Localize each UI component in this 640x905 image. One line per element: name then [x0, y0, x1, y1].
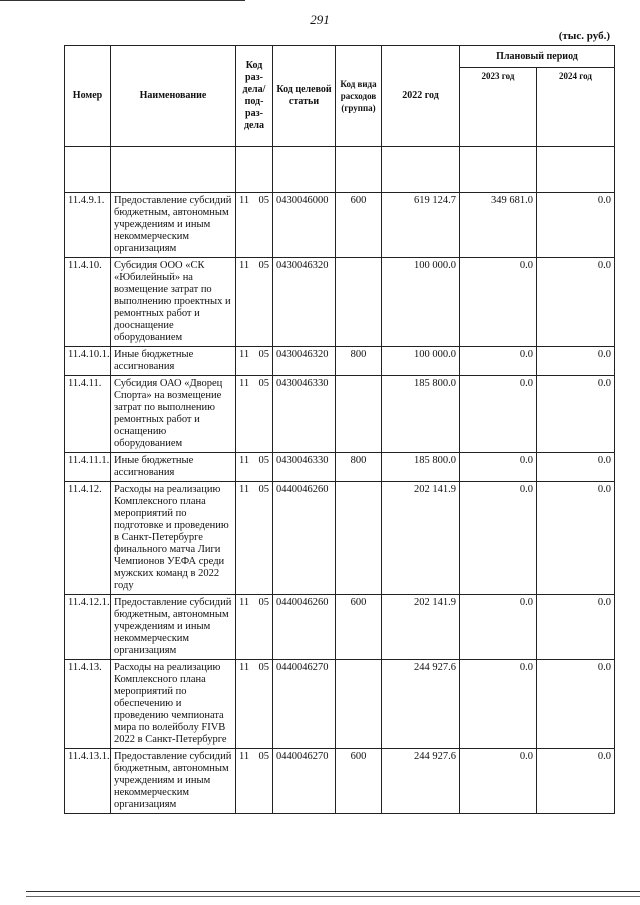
- header-2022: 2022 год: [382, 46, 460, 147]
- row-name: Иные бюджетные ассигнования: [111, 453, 236, 482]
- row-section: [236, 749, 273, 814]
- row-2022: 244 927.6: [382, 749, 460, 814]
- row-target-code: 0440046270: [273, 749, 336, 814]
- row-number: 11.4.10.1.: [65, 347, 111, 376]
- bottom-rule: [26, 891, 640, 892]
- row-2024: 0.0: [537, 595, 615, 660]
- row-podrazdel: 05: [258, 484, 269, 495]
- table-row: [65, 749, 615, 814]
- table-row: [65, 193, 615, 258]
- row-target-code: 0430046320: [273, 347, 336, 376]
- header-number: Номер: [65, 46, 111, 147]
- row-number: 11.4.13.1.: [65, 749, 111, 814]
- row-podrazdel: 05: [258, 260, 269, 271]
- budget-table: [64, 45, 615, 814]
- row-2023: 349 681.0: [460, 193, 537, 258]
- row-name: Предоставление субсидий бюджетным, автономным учреждениям и иным некоммерческим организациям: [111, 193, 236, 258]
- row-2023: 0.0: [460, 453, 537, 482]
- row-2022: 202 141.9: [382, 595, 460, 660]
- row-target-code: 0430046330: [273, 453, 336, 482]
- row-2022: 100 000.0: [382, 347, 460, 376]
- row-name: Расходы на реализацию Комплексного плана мероприятий по подготовке и проведению в Санкт-Петербурге финального матча Лиги Чемпионов УЕФА среди мужских команд в 2022 году: [111, 482, 236, 595]
- row-expense-code: 800: [336, 453, 382, 482]
- row-target-code: 0440046260: [273, 595, 336, 660]
- row-number: 11.4.12.: [65, 482, 111, 595]
- table-row: [65, 595, 615, 660]
- row-target-code: 0440046270: [273, 660, 336, 749]
- header-expense: Код вида расходов (группа): [336, 46, 382, 147]
- row-2023: 0.0: [460, 258, 537, 347]
- table-header: [65, 46, 615, 193]
- row-podrazdel: 05: [258, 751, 269, 762]
- row-target-code: 0440046260: [273, 482, 336, 595]
- row-2022: 185 800.0: [382, 376, 460, 453]
- row-2023: 0.0: [460, 749, 537, 814]
- header-2023: 2023 год: [460, 68, 537, 147]
- row-target-code: 0430046330: [273, 376, 336, 453]
- row-razdel: 11: [239, 662, 250, 673]
- row-number: 11.4.12.1.: [65, 595, 111, 660]
- row-razdel: 11: [239, 751, 250, 762]
- row-2022: 185 800.0: [382, 453, 460, 482]
- row-name: Предоставление субсидий бюджетным, автономным учреждениям и иным некоммерческим организациям: [111, 749, 236, 814]
- table-row: [65, 347, 615, 376]
- row-2024: 0.0: [537, 660, 615, 749]
- row-2023: 0.0: [460, 660, 537, 749]
- row-target-code: 0430046320: [273, 258, 336, 347]
- row-2023: 0.0: [460, 376, 537, 453]
- row-section: [236, 193, 273, 258]
- row-podrazdel: 05: [258, 378, 269, 389]
- table-row: [65, 258, 615, 347]
- row-name: Расходы на реализацию Комплексного плана мероприятий по обеспечению и проведению чемпионата мира по волейболу FIVB 2022 в Санкт-Петербурге: [111, 660, 236, 749]
- row-expense-code: 600: [336, 595, 382, 660]
- row-number: 11.4.11.1.: [65, 453, 111, 482]
- row-expense-code: [336, 482, 382, 595]
- page-number: 291: [310, 12, 330, 27]
- header-2024: 2024 год: [537, 68, 615, 147]
- row-section: [236, 482, 273, 595]
- row-number: 11.4.11.: [65, 376, 111, 453]
- header-name: Наименование: [111, 46, 236, 147]
- table-row: [65, 482, 615, 595]
- row-2024: 0.0: [537, 347, 615, 376]
- row-2024: 0.0: [537, 749, 615, 814]
- row-2024: 0.0: [537, 193, 615, 258]
- row-podrazdel: 05: [258, 455, 269, 466]
- row-2024: 0.0: [537, 258, 615, 347]
- row-section: [236, 453, 273, 482]
- row-2022: 244 927.6: [382, 660, 460, 749]
- row-expense-code: [336, 660, 382, 749]
- row-razdel: 11: [239, 349, 250, 360]
- table-row: [65, 376, 615, 453]
- row-podrazdel: 05: [258, 349, 269, 360]
- row-2022: 202 141.9: [382, 482, 460, 595]
- row-2024: 0.0: [537, 453, 615, 482]
- row-expense-code: 600: [336, 193, 382, 258]
- row-2023: 0.0: [460, 595, 537, 660]
- row-section: [236, 347, 273, 376]
- row-expense-code: 600: [336, 749, 382, 814]
- row-razdel: 11: [239, 260, 250, 271]
- row-2023: 0.0: [460, 482, 537, 595]
- row-podrazdel: 05: [258, 195, 269, 206]
- row-name: Субсидия ООО «СК «Юбилейный» на возмещение затрат по выполнению проектных и ремонтных работ и дооснащение оборудованием: [111, 258, 236, 347]
- row-name: Субсидия ОАО «Дворец Спорта» на возмещение затрат по выполнению ремонтных работ и оснащению оборудованием: [111, 376, 236, 453]
- header-target: Код целевой статьи: [273, 46, 336, 147]
- row-razdel: 11: [239, 484, 250, 495]
- row-podrazdel: 05: [258, 662, 269, 673]
- row-section: [236, 660, 273, 749]
- header-plan: Плановый период: [460, 46, 615, 68]
- row-expense-code: [336, 258, 382, 347]
- row-section: [236, 595, 273, 660]
- bottom-rule-thin: [26, 896, 640, 897]
- row-podrazdel: 05: [258, 597, 269, 608]
- row-number: 11.4.9.1.: [65, 193, 111, 258]
- table-row: [65, 453, 615, 482]
- top-rule: [0, 0, 245, 1]
- row-2023: 0.0: [460, 347, 537, 376]
- row-name: Иные бюджетные ассигнования: [111, 347, 236, 376]
- table-row: [65, 660, 615, 749]
- row-razdel: 11: [239, 597, 250, 608]
- row-razdel: 11: [239, 455, 250, 466]
- row-expense-code: 800: [336, 347, 382, 376]
- row-section: [236, 376, 273, 453]
- row-number: 11.4.10.: [65, 258, 111, 347]
- units-label: (тыс. руб.): [558, 30, 610, 42]
- row-expense-code: [336, 376, 382, 453]
- row-2024: 0.0: [537, 482, 615, 595]
- row-2022: 100 000.0: [382, 258, 460, 347]
- row-section: [236, 258, 273, 347]
- row-target-code: 0430046000: [273, 193, 336, 258]
- row-razdel: 11: [239, 195, 250, 206]
- row-number: 11.4.13.: [65, 660, 111, 749]
- row-razdel: 11: [239, 378, 250, 389]
- table-body: [65, 193, 615, 814]
- header-section: Код раз-дела/ под-раз-дела: [236, 46, 273, 147]
- row-name: Предоставление субсидий бюджетным, автономным учреждениям и иным некоммерческим организациям: [111, 595, 236, 660]
- row-2024: 0.0: [537, 376, 615, 453]
- row-2022: 619 124.7: [382, 193, 460, 258]
